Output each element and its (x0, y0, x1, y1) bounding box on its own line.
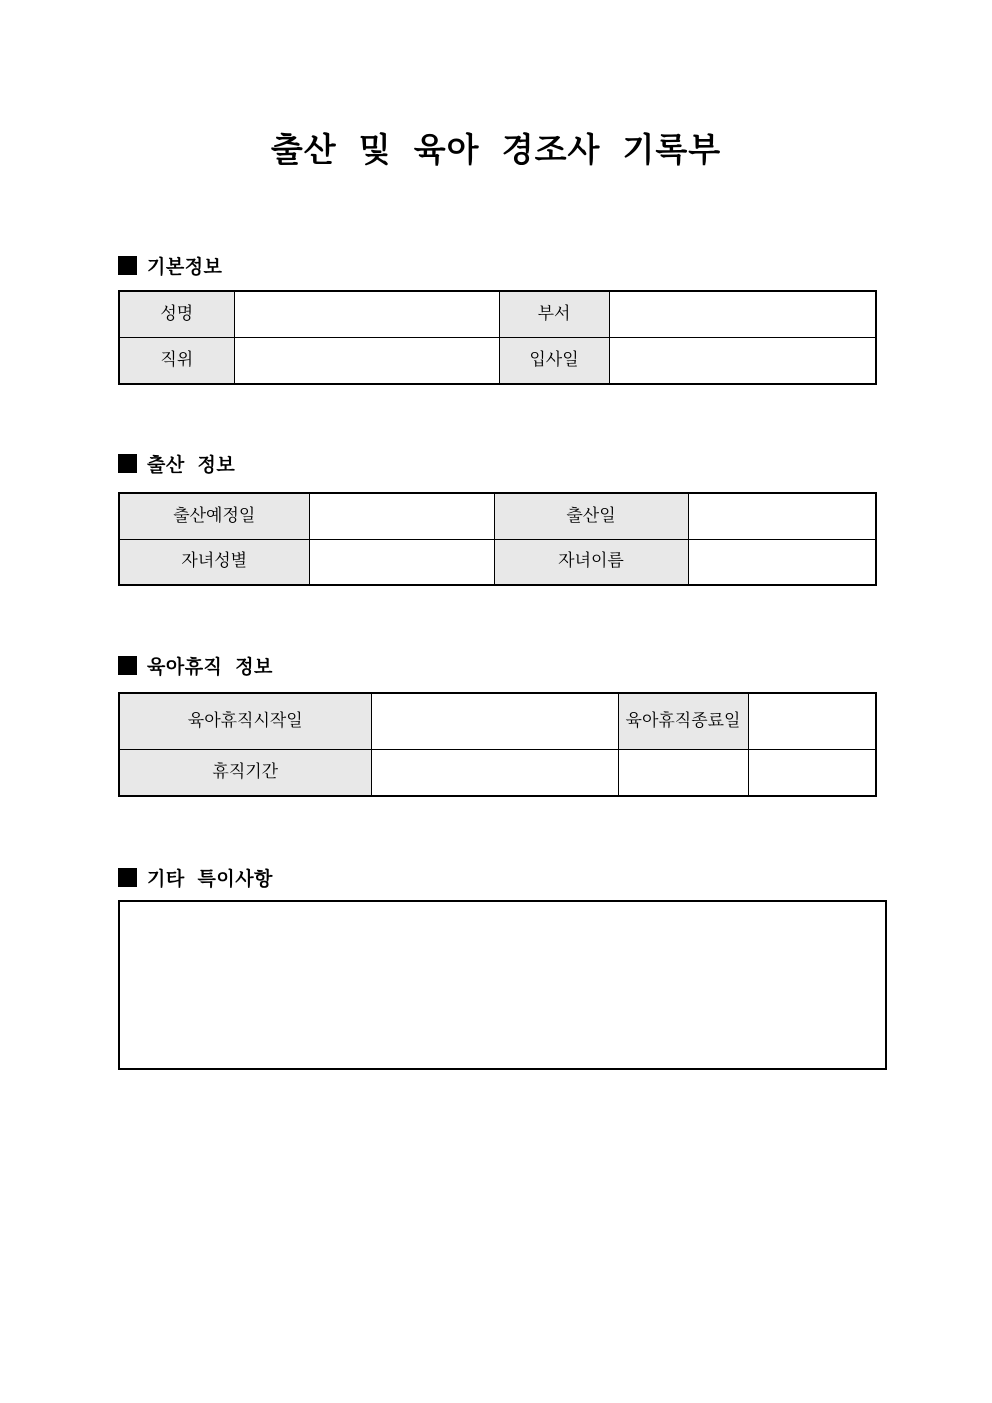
leave-extra-cell-1[interactable] (618, 749, 748, 796)
name-label-cell: 성명 (119, 291, 234, 337)
child-gender-value-cell[interactable] (309, 539, 494, 585)
leave-end-label-cell: 육아휴직종료일 (618, 693, 748, 749)
table-row (119, 291, 876, 337)
section-heading-birth-info (118, 452, 235, 474)
table-row (119, 693, 876, 749)
leave-info-table (118, 692, 877, 797)
table-row (119, 749, 876, 796)
birth-date-value-cell[interactable] (688, 493, 876, 539)
leave-extra-cell-2[interactable] (748, 749, 876, 796)
section-heading-label: 기타 특이사항 (147, 868, 273, 890)
position-label-cell: 직위 (119, 337, 234, 384)
leave-end-value-cell[interactable] (748, 693, 876, 749)
table-row (119, 337, 876, 384)
position-value-cell[interactable] (234, 337, 499, 384)
due-date-value-cell[interactable] (309, 493, 494, 539)
section-heading-leave-info (118, 654, 273, 676)
notes-box[interactable] (118, 900, 887, 1070)
leave-start-value-cell[interactable] (371, 693, 618, 749)
section-heading-basic-info (118, 254, 222, 276)
section-heading-label: 기본정보 (147, 256, 223, 278)
table-row (119, 539, 876, 585)
child-gender-label-cell: 자녀성별 (119, 539, 309, 585)
department-label-cell: 부서 (499, 291, 609, 337)
basic-info-table (118, 290, 877, 385)
section-heading-label: 육아휴직 정보 (147, 656, 273, 678)
name-value-cell[interactable] (234, 291, 499, 337)
birth-info-table (118, 492, 877, 586)
child-name-label-cell: 자녀이름 (494, 539, 688, 585)
child-name-value-cell[interactable] (688, 539, 876, 585)
birth-date-label-cell: 출산일 (494, 493, 688, 539)
table-row (119, 493, 876, 539)
department-value-cell[interactable] (609, 291, 876, 337)
due-date-label-cell: 출산예정일 (119, 493, 309, 539)
section-heading-label: 출산 정보 (147, 454, 236, 476)
black-square-bullet-icon (118, 868, 137, 887)
hire-date-value-cell[interactable] (609, 337, 876, 384)
leave-period-value-cell[interactable] (371, 749, 618, 796)
black-square-bullet-icon (118, 454, 137, 473)
leave-period-label-cell: 휴직기간 (119, 749, 371, 796)
hire-date-label-cell: 입사일 (499, 337, 609, 384)
leave-start-label-cell: 육아휴직시작일 (119, 693, 371, 749)
section-heading-notes (118, 866, 273, 888)
black-square-bullet-icon (118, 256, 137, 275)
black-square-bullet-icon (118, 656, 137, 675)
document-title: 출산 및 육아 경조사 기록부 (270, 131, 722, 168)
